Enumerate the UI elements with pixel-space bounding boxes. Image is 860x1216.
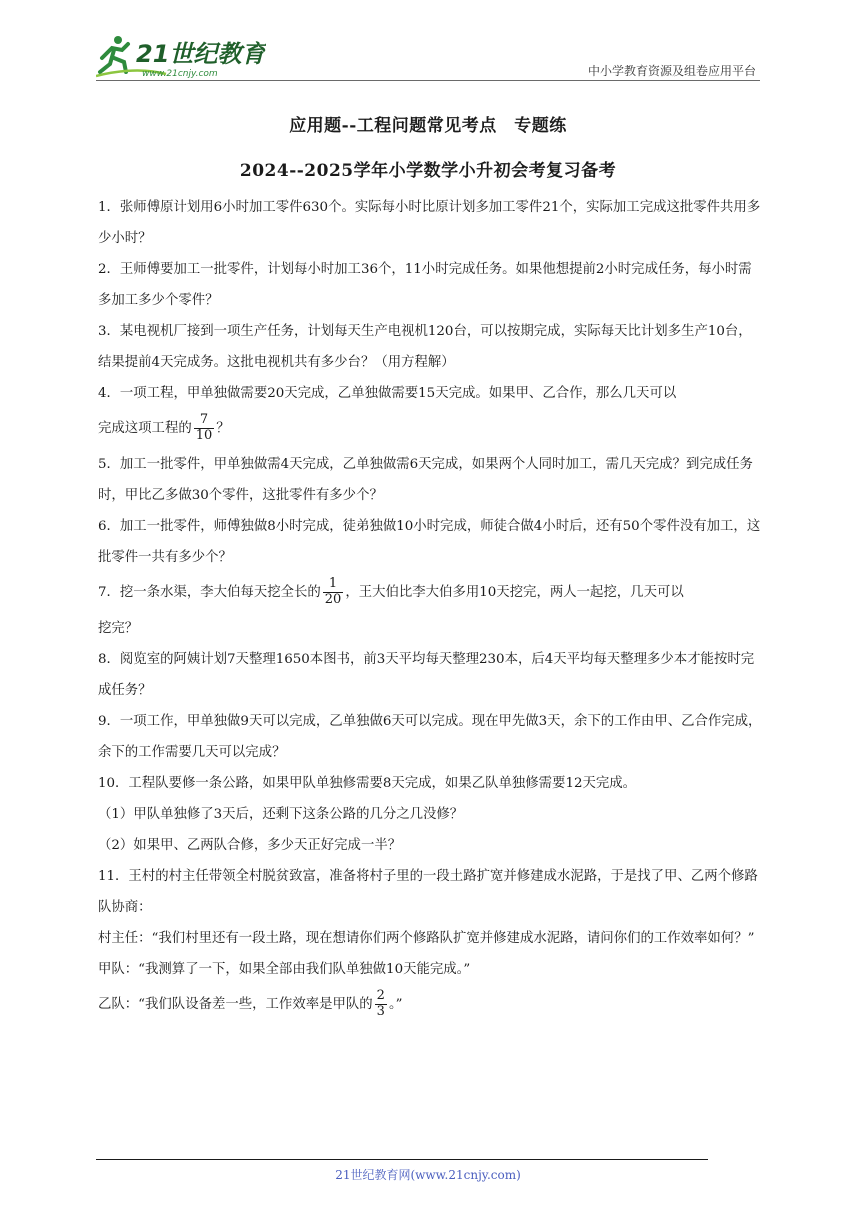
fraction (375, 989, 387, 1020)
problem-10-part-1: （1）甲队单独修了3天后，还剩下这条公路的几分之几没修？ (98, 807, 464, 822)
problem-list (98, 192, 762, 1025)
fraction-denominator: 10 (195, 428, 213, 443)
problem-11-dialogue-team-b (98, 985, 762, 1025)
logo-url-text: www.21cnjy.com (142, 69, 218, 79)
problem-2: 2．王师傅要加工一批零件，计划每小时加工36个，11小时完成任务。如果他想提前2小时完成任务，每小时需多加工多少个零件？ (98, 262, 752, 308)
fraction (323, 577, 344, 608)
team-b-text-b: 。” (388, 997, 403, 1012)
problem-4-text-a: 4．一项工程，甲单独做需要20天完成，乙单独做需要15天完成。如果甲、乙合作，那么几天可以 (98, 386, 677, 401)
fraction-numerator: 2 (376, 988, 385, 1004)
problem-7-text-c: 挖完？ (98, 621, 139, 636)
page-subtitle: 2024--2025学年小学数学小升初会考复习备考 (239, 161, 617, 181)
footer-divider (96, 1159, 708, 1160)
header-tagline: 中小学教育资源及组卷应用平台 (587, 64, 756, 78)
runner-logo-icon (96, 32, 266, 80)
problem-11-dialogue-chief: 村主任：“我们村里还有一段土路，现在想请你们两个修路队扩宽并修建成水泥路，请问你们的工作效率如何？” (98, 931, 755, 946)
problem-7-text-a: 7．挖一条水渠，李大伯每天挖全长的 (98, 585, 321, 600)
problem-3: 3．某电视机厂接到一项生产任务，计划每天生产电视机120台，可以按期完成，实际每天比计划多生产10台，结果提前4天完成务。这批电视机共有多少台？（用方程解） (98, 324, 752, 370)
page-header (96, 28, 760, 84)
fraction (194, 413, 215, 444)
problem-8: 8．阅览室的阿姨计划7天整理1650本图书，前3天平均每天整理230本，后4天平均每天整理多少本才能按时完成任务？ (98, 652, 755, 698)
fraction-denominator: 3 (376, 1004, 385, 1019)
problem-5: 5．加工一批零件，甲单独做需4天完成，乙单独做需6天完成，如果两个人同时加工，需几天完成？到完成任务时，甲比乙多做30个零件，这批零件有多少个？ (98, 457, 753, 503)
site-logo[interactable] (96, 32, 266, 80)
problem-10: 10．工程队要修一条公路，如果甲队单独修需要8天完成，如果乙队单独修需要12天完成。 (98, 776, 637, 791)
problem-6: 6．加工一批零件，师傅独做8小时完成，徒弟独做10小时完成，师徒合做4小时后，还有50个零件没有加工，这批零件一共有多少个？ (98, 519, 761, 565)
problem-11-dialogue-team-a: 甲队：“我测算了一下，如果全部由我们队单独做10天能完成。” (98, 962, 471, 977)
page-title: 应用题--工程问题常见考点 专题练 (289, 116, 567, 136)
problem-4-text-c: ？ (216, 421, 230, 436)
header-divider (96, 80, 760, 81)
fraction-numerator: 7 (194, 413, 215, 429)
problem-4-text-b: 完成这项工程的 (98, 421, 192, 436)
problem-10-part-2: （2）如果甲、乙两队合修，多少天正好完成一半？ (98, 838, 402, 853)
problem-9: 9．一项工作，甲单独做9天可以完成，乙单独做6天可以完成。现在甲先做3天，余下的工作由甲、乙合作完成，余下的工作需要几天可以完成？ (98, 714, 762, 760)
problem-7 (98, 573, 762, 644)
problem-1: 1．张师傅原计划用6小时加工零件630个。实际每小时比原计划多加工零件21个，实际加工完成这批零件共用多少小时？ (98, 200, 761, 246)
footer-link[interactable]: 21世纪教育网(www.21cnjy.com) (335, 1168, 521, 1182)
problem-11: 11．王村的村主任带领全村脱贫致富，准备将村子里的一段土路扩宽并修建成水泥路，于是找了甲、乙两个修路队协商： (98, 869, 758, 915)
fraction-denominator: 20 (324, 592, 342, 607)
fraction-numerator: 1 (323, 577, 344, 593)
problem-7-text-b: ，王大伯比李大伯多用10天挖完，两人一起挖，几天可以 (345, 585, 684, 600)
team-b-text-a: 乙队：“我们队设备差一些，工作效率是甲队的 (98, 997, 373, 1012)
problem-4 (98, 378, 762, 449)
logo-text: 21世纪教育 (136, 40, 266, 68)
